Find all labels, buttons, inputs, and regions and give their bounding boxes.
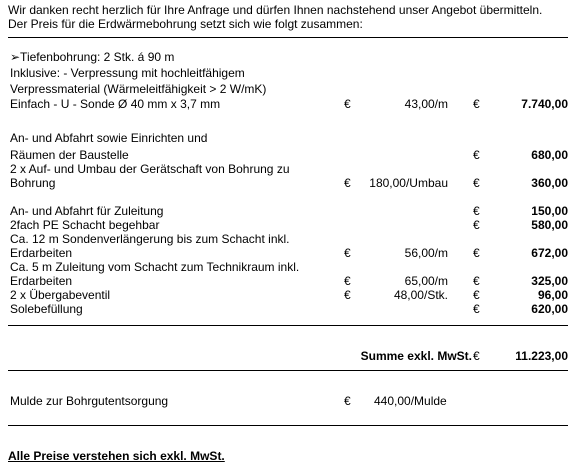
- item-probe-extension-line-2: Erdarbeiten: [10, 246, 73, 260]
- intro-line-1: Wir danken recht herzlich für Ihre Anfrage und dürfen Ihnen nachstehend unser Angebot übermitteln.: [8, 3, 543, 17]
- item-pe-shaft-total: 580,00: [531, 218, 568, 232]
- currency-symbol: €: [473, 246, 480, 260]
- currency-symbol: €: [473, 274, 480, 288]
- intro-line-2: Der Preis für die Erdwärmebohrung setzt sich wie folgt zusammen:: [8, 17, 363, 31]
- item-site-setup-line-1: An- und Abfahrt sowie Einrichten und: [10, 131, 208, 145]
- item-drilling-line-3: Verpressmaterial (Wärmeleitfähigkeit > 2 W/mK): [10, 82, 267, 96]
- currency-symbol: €: [344, 176, 351, 190]
- currency-symbol: €: [473, 349, 480, 363]
- item-probe-extension-line-1: Ca. 12 m Sondenverlängerung bis zum Schacht inkl.: [10, 232, 290, 246]
- extra-unit-price: 440,00/Mulde: [374, 394, 447, 408]
- item-site-setup-line-2: Räumen der Baustelle: [10, 148, 129, 162]
- sum-label: Summe exkl. MwSt.: [360, 349, 472, 363]
- item-site-setup-total: 680,00: [531, 148, 568, 162]
- rule-below-sum: [8, 370, 568, 371]
- item-rig-rebuild-unit-price: 180,00/Umbau: [369, 176, 448, 190]
- rule-above-footer: [8, 425, 568, 426]
- item-drilling-line-1: ➢Tiefenbohrung: 2 Stk. á 90 m: [10, 50, 175, 64]
- item-valve-total: 96,00: [537, 288, 568, 302]
- item-valve-line-1: 2 x Übergabeventil: [10, 288, 111, 302]
- currency-symbol: €: [344, 274, 351, 288]
- item-brine-fill-line-1: Solebefüllung: [10, 302, 83, 316]
- footer-note: Alle Preise verstehen sich exkl. MwSt.: [8, 449, 225, 463]
- currency-symbol: €: [473, 148, 480, 162]
- rule-above-sum: [8, 325, 568, 326]
- item-brine-fill-total: 620,00: [531, 302, 568, 316]
- extra-label: Mulde zur Bohrgutentsorgung: [10, 394, 169, 408]
- item-feed-travel-line-1: An- und Abfahrt für Zuleitung: [10, 204, 164, 218]
- item-valve-unit-price: 48,00/Stk.: [393, 288, 448, 302]
- currency-symbol: €: [344, 288, 351, 302]
- item-probe-extension-unit-price: 56,00/m: [404, 246, 448, 260]
- item-feed-travel-total: 150,00: [531, 204, 568, 218]
- top-rule: [8, 37, 568, 38]
- currency-symbol: €: [473, 302, 480, 316]
- item-drilling-line-4: Einfach - U - Sonde Ø 40 mm x 3,7 mm: [10, 97, 221, 111]
- item-probe-extension-total: 672,00: [531, 246, 568, 260]
- currency-symbol: €: [473, 204, 480, 218]
- currency-symbol: €: [473, 288, 480, 302]
- currency-symbol: €: [344, 97, 351, 111]
- item-rig-rebuild-total: 360,00: [531, 176, 568, 190]
- currency-symbol: €: [344, 394, 351, 408]
- currency-symbol: €: [473, 97, 480, 111]
- currency-symbol: €: [344, 246, 351, 260]
- currency-symbol: €: [473, 218, 480, 232]
- item-feed-line-unit-price: 65,00/m: [404, 274, 448, 288]
- item-feed-line-line-1: Ca. 5 m Zuleitung vom Schacht zum Technikraum inkl.: [10, 260, 300, 274]
- item-rig-rebuild-line-1: 2 x Auf- und Umbau der Gerätschaft von Bohrung zu: [10, 162, 290, 176]
- item-drilling-line-2: Inklusive: - Verpressung mit hochleitfähigem: [10, 66, 245, 80]
- item-pe-shaft-line-1: 2fach PE Schacht begehbar: [10, 218, 160, 232]
- item-drilling-total: 7.740,00: [521, 97, 568, 111]
- item-drilling-unit-price: 43,00/m: [404, 97, 448, 111]
- item-feed-line-total: 325,00: [531, 274, 568, 288]
- currency-symbol: €: [473, 176, 480, 190]
- sum-total: 11.223,00: [515, 349, 568, 363]
- item-feed-line-line-2: Erdarbeiten: [10, 274, 73, 288]
- item-rig-rebuild-line-2: Bohrung: [10, 176, 56, 190]
